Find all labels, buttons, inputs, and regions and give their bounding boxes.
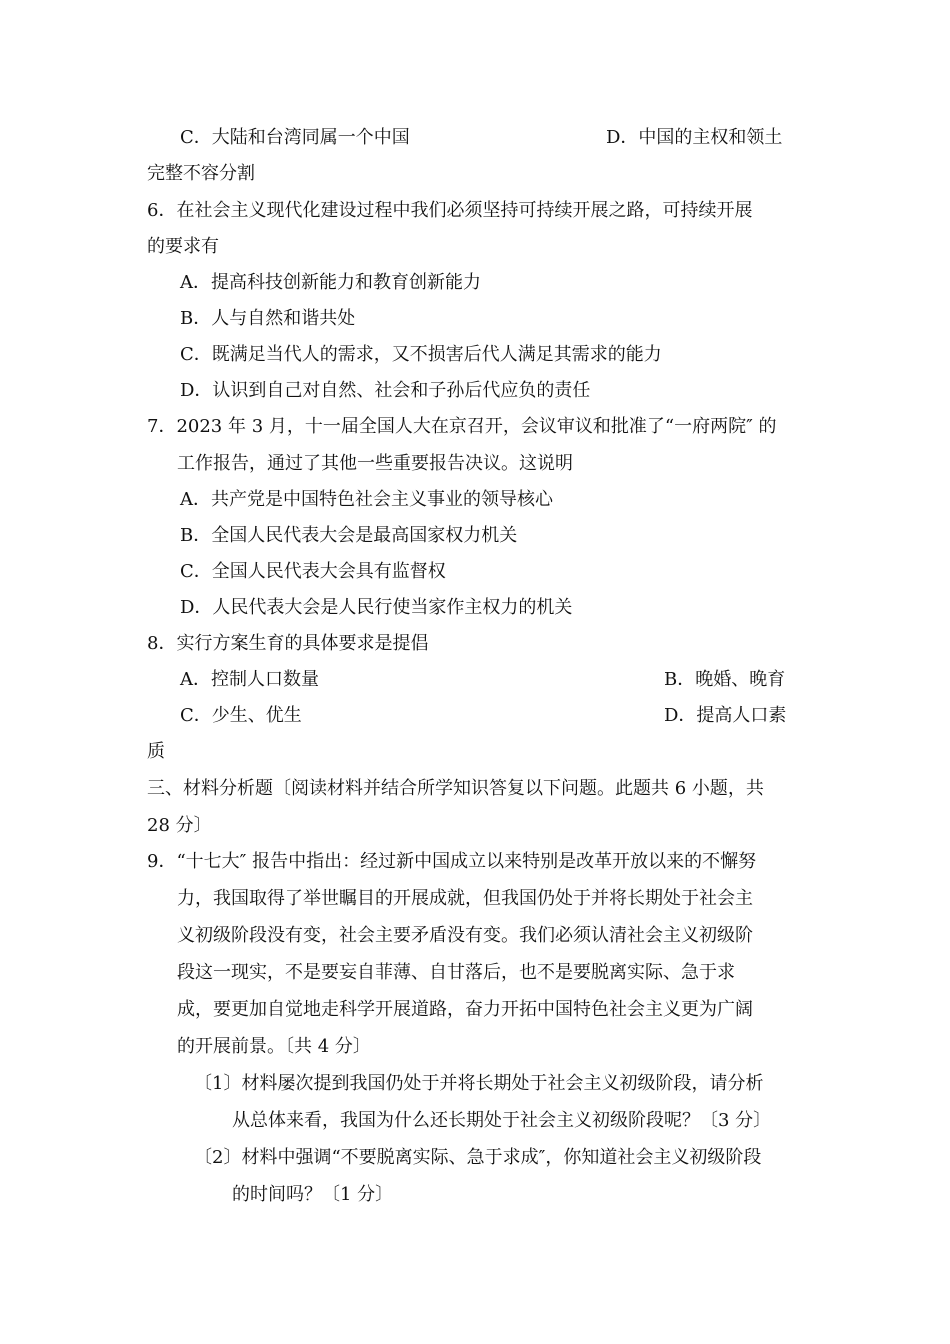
q8-option-d-continued: 质 xyxy=(147,741,165,762)
question-9-text-line-2: 力，我国取得了举世瞩目的开展成就，但我国仍处于并将长期处于社会主 xyxy=(177,888,753,909)
q8-option-c: C．少生、优生 xyxy=(180,705,302,726)
question-9-text-line-5: 成，要更加自觉地走科学开展道路，奋力开拓中国特色社会主义更为广阔 xyxy=(177,999,753,1020)
q5-option-d: D．中国的主权和领土 xyxy=(606,127,783,148)
q9-subquestion-2: 〔2〕材料中强调“不要脱离实际、急于求成″，你知道社会主义初级阶段 xyxy=(194,1147,762,1168)
section-3-heading: 三、材料分析题〔阅读材料并结合所学知识答复以下问题。此题共 6 小题，共 xyxy=(147,778,764,799)
question-7-text-continued: 工作报告，通过了其他一些重要报告决议。这说明 xyxy=(177,453,573,474)
q7-option-a: A．共产党是中国特色社会主义事业的领导核心 xyxy=(180,489,553,510)
section-3-heading-continued: 28 分〕 xyxy=(147,815,212,836)
q9-subquestion-1-continued: 从总体来看，我国为什么还长期处于社会主义初级阶段呢？〔3 分〕 xyxy=(232,1110,772,1131)
question-8-text: 8．实行方案生育的具体要求是提倡 xyxy=(147,633,429,654)
q6-option-a: A．提高科技创新能力和教育创新能力 xyxy=(180,272,481,293)
q8-option-a: A．控制人口数量 xyxy=(180,669,319,690)
question-6-text: 6．在社会主义现代化建设过程中我们必须坚持可持续开展之路，可持续开展 xyxy=(147,200,753,221)
question-9-text-line-4: 段这一现实，不是要妄自菲薄、自甘落后，也不是要脱离实际、急于求 xyxy=(177,962,735,983)
q7-option-c: C．全国人民代表大会具有监督权 xyxy=(180,561,446,582)
q8-option-b: B．晚婚、晚育 xyxy=(664,669,786,690)
question-9-text-line-3: 义初级阶段没有变，社会主要矛盾没有变。我们必须认清社会主义初级阶 xyxy=(177,925,753,946)
q6-option-c: C．既满足当代人的需求，又不损害后代人满足其需求的能力 xyxy=(180,344,662,365)
q9-subquestion-2-continued: 的时间吗？〔1 分〕 xyxy=(232,1184,394,1205)
question-9-text: 9．“十七大″ 报告中指出：经过新中国成立以来特别是改革开放以来的不懈努 xyxy=(147,851,757,872)
q7-option-b: B．全国人民代表大会是最高国家权力机关 xyxy=(180,525,518,546)
question-9-text-line-6: 的开展前景。〔共 4 分〕 xyxy=(177,1036,371,1057)
q5-option-d-continued: 完整不容分割 xyxy=(147,163,255,184)
question-7-text: 7．2023 年 3 月，十一届全国人大在京召开，会议审议和批准了“一府两院″ 的 xyxy=(147,416,777,437)
q8-option-d: D．提高人口素 xyxy=(664,705,787,726)
q6-option-b: B．人与自然和谐共处 xyxy=(180,308,356,329)
q9-subquestion-1: 〔1〕材料屡次提到我国仍处于并将长期处于社会主义初级阶段，请分析 xyxy=(194,1073,764,1094)
question-6-text-continued: 的要求有 xyxy=(147,236,219,257)
q5-option-c: C．大陆和台湾同属一个中国 xyxy=(180,127,410,148)
q7-option-d: D．人民代表大会是人民行使当家作主权力的机关 xyxy=(180,597,573,618)
q6-option-d: D．认识到自己对自然、社会和子孙后代应负的责任 xyxy=(180,380,591,401)
